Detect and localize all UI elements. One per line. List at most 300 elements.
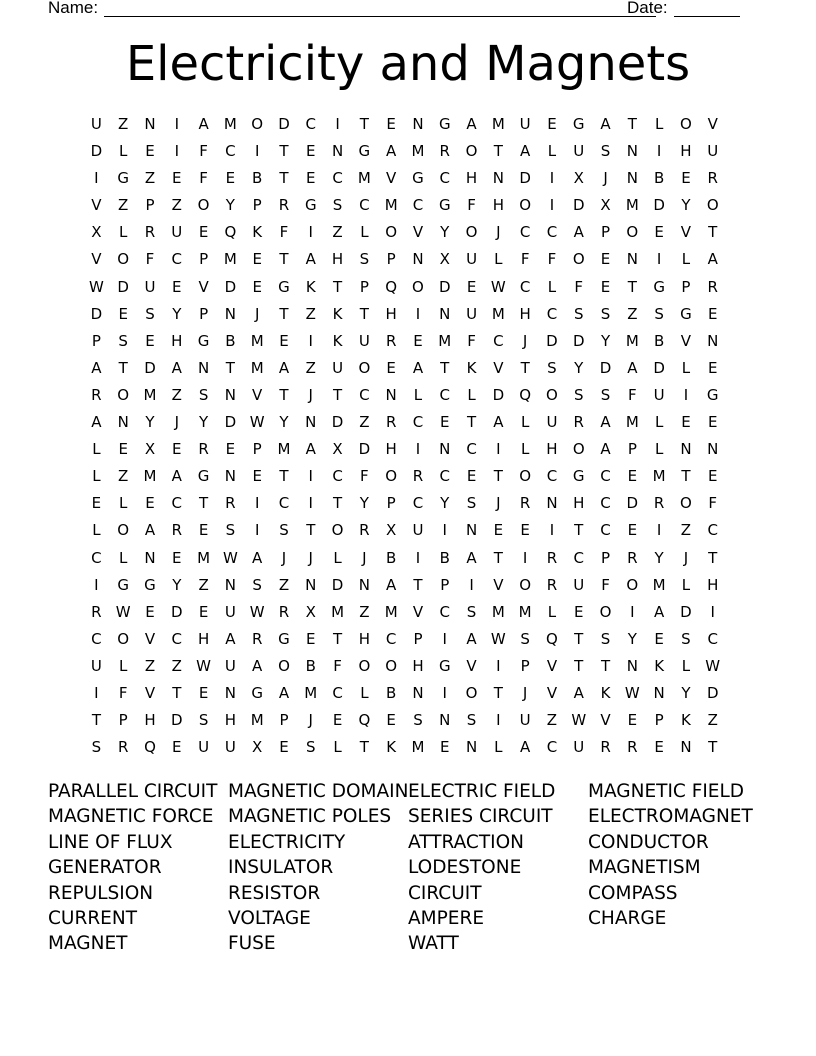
grid-letter: T [466, 413, 477, 432]
letter-grid [83, 114, 726, 764]
grid-letter: V [386, 169, 397, 188]
grid-letter: G [438, 115, 451, 133]
grid-letter: T [708, 548, 718, 567]
grid-letter: A [466, 548, 477, 567]
grid-letter: N [465, 738, 478, 757]
grid-letter: S [600, 304, 611, 323]
grid-letter: W [490, 277, 506, 296]
grid-row [83, 277, 726, 304]
grid-letter: E [440, 413, 450, 432]
grid-row [83, 520, 726, 547]
grid-letter: J [496, 494, 501, 513]
grid-letter: E [654, 738, 664, 757]
grid-letter: I [442, 629, 447, 648]
grid-letter: S [547, 358, 557, 377]
grid-letter: D [171, 602, 183, 621]
grid-letter: J [254, 304, 260, 323]
grid-letter: H [680, 142, 692, 161]
grid-letter: V [680, 331, 692, 350]
grid-letter: C [439, 169, 450, 188]
grid-letter: S [332, 196, 343, 215]
grid-letter: E [574, 602, 584, 621]
grid-letter: R [412, 467, 424, 486]
grid-letter: T [279, 304, 289, 323]
grid-letter: I [415, 304, 421, 323]
grid-letter: L [494, 250, 503, 269]
word-bank-item [588, 932, 768, 957]
grid-letter: V [412, 602, 424, 621]
grid-letter: C [359, 385, 370, 404]
grid-letter: M [304, 683, 318, 702]
grid-letter: Y [440, 223, 450, 242]
grid-letter: I [174, 142, 179, 161]
grid-letter: R [600, 738, 611, 757]
grid-letter: X [386, 521, 397, 540]
grid-letter: D [224, 413, 237, 432]
grid-letter: S [466, 711, 477, 730]
grid-letter: Q [546, 629, 558, 648]
grid-letter: C [332, 169, 343, 188]
grid-letter: V [546, 683, 558, 702]
grid-letter: V [198, 277, 209, 296]
word-bank-item: ATTRACTION [408, 831, 525, 853]
grid-letter: C [439, 385, 450, 404]
grid-letter: O [197, 196, 210, 215]
grid-letter: H [197, 629, 210, 648]
grid-letter: S [654, 304, 664, 323]
grid-letter: M [223, 115, 237, 133]
grid-row [83, 249, 726, 276]
grid-letter: D [331, 575, 344, 594]
grid-letter: J [308, 385, 313, 404]
grid-letter: H [171, 331, 183, 350]
grid-letter: C [707, 629, 718, 648]
grid-letter: G [304, 196, 317, 215]
grid-letter: E [145, 494, 155, 513]
grid-letter: G [278, 277, 290, 296]
word-bank-item: MAGNET [48, 933, 128, 955]
grid-letter: I [656, 521, 662, 540]
grid-letter: M [250, 711, 264, 730]
grid-letter: H [385, 304, 397, 323]
word-bank-item: MAGNETISM [588, 857, 701, 879]
grid-letter: C [278, 494, 290, 513]
grid-letter: I [308, 331, 313, 350]
grid-letter: L [119, 494, 128, 513]
grid-letter: U [90, 656, 102, 675]
grid-letter: E [145, 142, 155, 161]
grid-letter: K [466, 358, 477, 377]
grid-row [83, 412, 726, 439]
grid-letter: D [438, 277, 451, 296]
grid-letter: R [171, 521, 182, 540]
grid-letter: M [491, 304, 505, 323]
grid-letter: Z [171, 656, 182, 675]
grid-letter: N [412, 115, 424, 133]
grid-letter: O [278, 656, 290, 675]
grid-letter: Z [118, 467, 129, 486]
grid-letter: L [494, 738, 503, 757]
grid-letter: L [92, 467, 101, 486]
grid-letter: E [252, 277, 262, 296]
grid-letter: H [224, 711, 237, 730]
grid-letter: L [467, 385, 476, 404]
grid-letter: J [308, 548, 313, 567]
grid-letter: M [277, 440, 291, 459]
grid-letter: T [493, 683, 503, 702]
grid-letter: Q [358, 711, 371, 730]
grid-letter: E [198, 602, 209, 621]
grid-letter: A [707, 250, 718, 269]
grid-letter: S [198, 385, 209, 404]
word-bank-item: LODESTONE [408, 857, 522, 879]
grid-letter: E [386, 358, 396, 377]
grid-letter: I [496, 711, 501, 730]
grid-letter: D [90, 304, 103, 323]
grid-letter: C [546, 223, 558, 242]
grid-letter: A [225, 629, 236, 648]
grid-letter: R [653, 494, 665, 513]
grid-letter: M [384, 602, 398, 621]
grid-letter: O [117, 629, 130, 648]
grid-letter: C [412, 196, 424, 215]
grid-row [83, 168, 726, 195]
grid-letter: I [549, 169, 555, 188]
grid-letter: A [600, 115, 611, 133]
grid-letter: O [599, 602, 612, 621]
grid-letter: X [573, 169, 584, 188]
grid-letter: T [493, 548, 503, 567]
grid-letter: E [118, 304, 128, 323]
grid-letter: N [439, 440, 451, 459]
grid-letter: D [90, 142, 103, 161]
grid-letter: W [571, 711, 587, 730]
grid-letter: K [654, 656, 665, 675]
grid-letter: C [359, 196, 370, 215]
grid-letter: X [144, 440, 156, 459]
grid-letter: W [705, 656, 721, 675]
grid-letter: R [144, 223, 156, 242]
grid-letter: E [493, 521, 504, 540]
grid-letter: I [308, 223, 313, 242]
grid-letter: A [278, 683, 290, 702]
grid-letter: N [117, 413, 129, 432]
word-bank-item: MAGNETIC DOMAIN [228, 781, 409, 802]
grid-letter: A [198, 115, 209, 133]
grid-letter: N [197, 358, 210, 377]
grid-letter: U [171, 223, 183, 242]
grid-letter: E [252, 467, 262, 486]
grid-letter: E [707, 413, 718, 432]
grid-row [83, 114, 726, 141]
grid-letter: E [252, 250, 262, 269]
word-bank-item: MAGNETIC FORCE [48, 806, 214, 828]
grid-row [83, 575, 726, 602]
grid-letter: N [680, 738, 692, 757]
grid-letter: O [117, 250, 130, 269]
grid-letter: E [91, 494, 102, 513]
grid-letter: A [466, 115, 477, 133]
grid-letter: V [91, 250, 102, 269]
grid-letter: L [681, 250, 691, 269]
grid-row [83, 222, 726, 249]
grid-letter: L [119, 656, 128, 675]
grid-letter: R [546, 575, 558, 594]
grid-letter: A [91, 358, 102, 377]
grid-letter: E [172, 548, 182, 567]
grid-letter: I [549, 196, 555, 215]
grid-row [83, 439, 726, 466]
grid-letter: C [493, 331, 504, 350]
grid-letter: P [199, 304, 209, 323]
grid-letter: K [332, 304, 343, 323]
grid-letter: E [627, 467, 638, 486]
grid-letter: E [172, 440, 182, 459]
grid-letter: L [119, 223, 128, 242]
grid-letter: V [707, 115, 718, 133]
grid-letter: V [144, 629, 156, 648]
grid-letter: D [331, 413, 344, 432]
grid-letter: O [519, 575, 532, 594]
grid-letter: J [281, 548, 287, 567]
grid-letter: Q [519, 385, 532, 404]
grid-letter: S [600, 629, 611, 648]
grid-letter: I [94, 683, 99, 702]
grid-letter: T [413, 575, 423, 594]
grid-letter: F [118, 683, 128, 702]
grid-letter: S [306, 738, 316, 757]
grid-letter: E [332, 711, 343, 730]
grid-letter: O [251, 115, 264, 133]
grid-letter: N [224, 467, 236, 486]
grid-letter: N [412, 683, 424, 702]
grid-letter: U [653, 385, 665, 404]
grid-letter: L [92, 440, 101, 459]
grid-letter: T [118, 358, 128, 377]
grid-letter: T [199, 494, 209, 513]
grid-letter: G [572, 115, 585, 133]
grid-letter: R [278, 196, 290, 215]
grid-letter: M [250, 358, 264, 377]
grid-letter: T [708, 223, 718, 242]
grid-letter: B [386, 548, 397, 567]
grid-letter: A [171, 467, 182, 486]
word-bank-item: REPULSION [48, 882, 154, 904]
grid-letter: Z [680, 521, 692, 540]
grid-letter: T [493, 142, 503, 161]
grid-letter: Z [144, 169, 156, 188]
grid-letter: W [624, 683, 640, 702]
grid-letter: R [91, 602, 102, 621]
grid-letter: R [573, 413, 584, 432]
grid-letter: T [681, 467, 691, 486]
grid-letter: S [252, 575, 262, 594]
grid-letter: I [415, 440, 421, 459]
grid-letter: C [171, 494, 183, 513]
word-bank-item: CONDUCTOR [588, 831, 709, 853]
grid-letter: S [413, 711, 423, 730]
word-bank-item: CIRCUIT [408, 882, 482, 904]
grid-letter: L [360, 223, 369, 242]
grid-letter: M [625, 413, 639, 432]
grid-letter: S [118, 331, 128, 350]
grid-letter: N [224, 575, 236, 594]
grid-letter: D [144, 358, 156, 377]
grid-letter: R [707, 169, 718, 188]
grid-letter: E [547, 115, 557, 133]
grid-letter: H [707, 575, 719, 594]
grid-letter: Q [144, 738, 156, 757]
grid-letter: G [117, 169, 129, 188]
grid-letter: S [145, 304, 155, 323]
grid-letter: G [278, 629, 290, 648]
grid-letter: G [438, 196, 451, 215]
grid-letter: Y [172, 575, 182, 594]
grid-letter: F [601, 575, 610, 594]
grid-letter: H [519, 304, 531, 323]
grid-letter: T [279, 250, 289, 269]
grid-letter: T [520, 358, 530, 377]
grid-letter: H [573, 494, 585, 513]
grid-letter: D [492, 385, 505, 404]
grid-letter: U [224, 738, 236, 757]
grid-letter: Y [600, 331, 611, 350]
grid-letter: T [600, 656, 611, 675]
grid-letter: U [412, 521, 424, 540]
grid-letter: T [359, 304, 369, 323]
grid-letter: O [331, 521, 344, 540]
grid-letter: L [654, 440, 664, 459]
grid-letter: F [467, 331, 476, 350]
grid-letter: D [626, 494, 639, 513]
grid-letter: U [466, 304, 478, 323]
grid-letter: F [360, 467, 369, 486]
grid-letter: I [710, 602, 715, 621]
grid-letter: E [681, 169, 691, 188]
grid-letter: D [358, 440, 371, 459]
grid-letter: C [439, 602, 450, 621]
grid-letter: N [144, 548, 156, 567]
grid-letter: M [491, 115, 505, 133]
grid-letter: I [469, 575, 474, 594]
grid-letter: U [573, 738, 585, 757]
grid-letter: U [573, 142, 585, 161]
grid-row [83, 548, 726, 575]
grid-letter: E [306, 142, 316, 161]
grid-letter: B [653, 331, 665, 350]
grid-letter: S [225, 521, 236, 540]
grid-row [83, 656, 726, 683]
grid-letter: D [653, 196, 665, 215]
grid-letter: C [305, 115, 317, 133]
grid-letter: K [305, 277, 316, 296]
grid-letter: Y [199, 413, 209, 432]
grid-letter: C [171, 629, 183, 648]
grid-letter: G [706, 385, 719, 404]
word-bank-item: ELECTROMAGNET [588, 806, 753, 828]
grid-letter: P [386, 250, 396, 269]
grid-letter: A [305, 440, 316, 459]
grid-letter: E [198, 521, 209, 540]
grid-letter: R [546, 548, 558, 567]
grid-letter: G [412, 169, 424, 188]
grid-letter: Z [359, 413, 370, 432]
grid-letter: X [305, 602, 316, 621]
grid-letter: I [683, 385, 689, 404]
grid-letter: O [519, 467, 532, 486]
grid-letter: A [520, 738, 531, 757]
grid-letter: U [332, 358, 344, 377]
grid-letter: M [384, 196, 398, 215]
grid-letter: U [224, 602, 236, 621]
grid-letter: T [627, 277, 637, 296]
grid-letter: L [333, 548, 342, 567]
grid-letter: T [359, 738, 369, 757]
grid-letter: G [197, 467, 210, 486]
grid-letter: J [496, 223, 501, 242]
grid-letter: R [359, 521, 370, 540]
word-bank-item: INSULATOR [228, 857, 334, 879]
grid-row [83, 385, 726, 412]
grid-letter: E [279, 738, 289, 757]
grid-letter: L [681, 575, 691, 594]
grid-letter: I [308, 467, 313, 486]
grid-letter: M [625, 196, 639, 215]
grid-letter: S [279, 521, 289, 540]
word-bank-item: SERIES CIRCUIT [408, 806, 553, 828]
grid-letter: Z [171, 196, 182, 215]
grid-letter: P [681, 277, 691, 296]
grid-letter: E [172, 277, 182, 296]
grid-letter: T [627, 115, 637, 133]
grid-letter: O [680, 494, 692, 513]
grid-letter: O [358, 358, 371, 377]
grid-letter: N [305, 413, 317, 432]
grid-letter: C [91, 548, 102, 567]
word-bank-item: COMPASS [588, 882, 678, 904]
grid-letter: W [249, 413, 265, 432]
grid-letter: I [254, 521, 260, 540]
grid-letter: E [225, 440, 236, 459]
grid-row [83, 710, 726, 737]
grid-letter: O [465, 683, 478, 702]
grid-letter: U [466, 250, 478, 269]
grid-letter: J [308, 711, 313, 730]
grid-letter: Z [332, 223, 343, 242]
grid-letter: C [171, 250, 183, 269]
grid-letter: R [117, 738, 129, 757]
grid-letter: W [490, 629, 506, 648]
grid-letter: R [198, 440, 209, 459]
grid-letter: C [332, 467, 343, 486]
grid-letter: Y [627, 629, 637, 648]
grid-letter: S [359, 250, 370, 269]
grid-letter: I [94, 575, 99, 594]
grid-letter: Z [546, 711, 558, 730]
grid-letter: W [115, 602, 131, 621]
grid-letter: I [174, 115, 179, 133]
grid-letter: M [197, 548, 211, 567]
grid-letter: E [225, 169, 236, 188]
grid-letter: N [626, 142, 638, 161]
grid-letter: E [306, 169, 316, 188]
grid-letter: U [358, 331, 370, 350]
grid-letter: S [466, 494, 477, 513]
grid-letter: C [466, 440, 477, 459]
grid-letter: Q [385, 277, 398, 296]
grid-letter: T [440, 358, 450, 377]
grid-letter: U [198, 738, 210, 757]
